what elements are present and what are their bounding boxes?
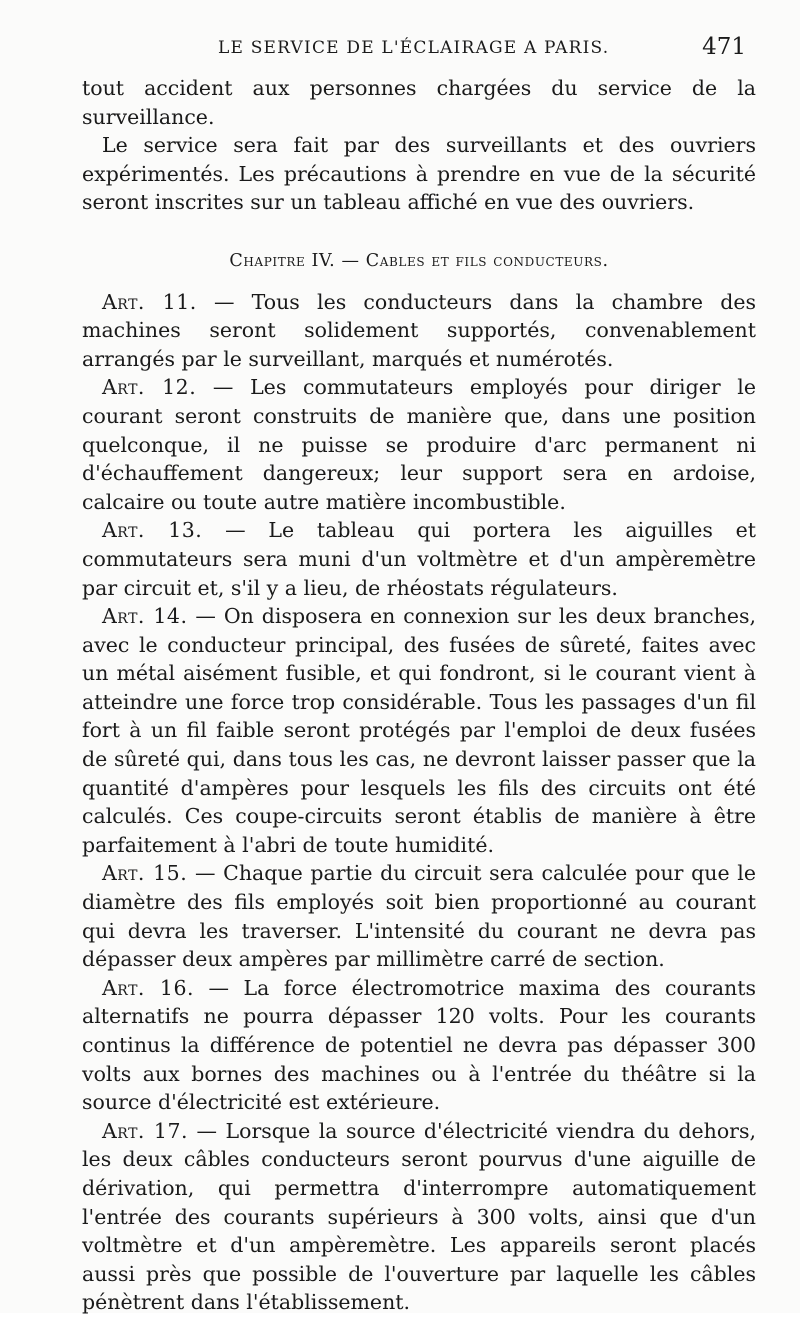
page-body bbox=[82, 74, 756, 1317]
article-label: Art. 13. bbox=[102, 518, 203, 543]
article-13 bbox=[82, 516, 756, 602]
article-text: — Chaque partie du circuit sera calculée pour que le diamètre des fils employés soit bien proportionné au courant qui devra les traverser. L'intensité du courant ne devra pas dépasser deux ampères par millimètre carré de section. bbox=[82, 861, 756, 972]
article-12 bbox=[82, 373, 756, 516]
paragraph-service: Le service sera fait par des surveillants et des ouvriers expérimentés. Les précautions à prendre en vue de la sécurité seront inscrites sur un tableau affiché en vue des ouvriers. bbox=[82, 133, 756, 215]
article-text: — Le tableau qui portera les aiguilles et commutateurs sera muni d'un voltmètre et d'un ampèremètre par circuit et, s'il y a lieu, de rhéostats régulateurs. bbox=[82, 518, 756, 600]
article-text: — On disposera en connexion sur les deux branches, avec le conducteur principal, des fusées de sûreté, faites avec un métal aisément fusible, et qui fondront, si le courant vient à atteindre une force trop considérable. Tous les passages d'un fil fort à un fil faible seront protégés par l'emploi de deux fusées de sûreté qui, dans tous les cas, ne devront laisser passer que la quantité d'ampères pour lesquels les fils des circuits ont été calculés. Ces coupe-circuits seront établis de manière à être parfaitement à l'abri de toute humidité. bbox=[82, 604, 756, 857]
article-15 bbox=[82, 859, 756, 973]
article-label: Art. 17. bbox=[102, 1118, 189, 1143]
article-text: — Tous les conducteurs dans la chambre des machines seront solidement supportés, convenablement arrangés par le surveillant, marqués et numérotés. bbox=[82, 289, 756, 371]
article-label: Art. 11. bbox=[102, 289, 197, 314]
article-11 bbox=[82, 288, 756, 374]
continued-line: tout accident aux personnes chargées du service de la surveillance. bbox=[82, 76, 756, 129]
article-16 bbox=[82, 974, 756, 1117]
running-title: LE SERVICE DE L'ÉCLAIRAGE A PARIS. bbox=[218, 38, 610, 58]
page-header bbox=[82, 34, 756, 74]
article-label: Art. 12. bbox=[102, 375, 197, 400]
article-17 bbox=[82, 1117, 756, 1317]
chapter-heading: Chapitre IV. — Cables et fils conducteurs. bbox=[229, 250, 609, 271]
article-label: Art. 16. bbox=[102, 975, 195, 1000]
article-text: — Les commutateurs employés pour diriger le courant seront construits de manière que, dans une position quelconque, il ne puisse se produire d'arc permanent ni d'échauffement dangereux; leur support sera en ardoise, calcaire ou toute autre matière incombustible. bbox=[82, 375, 756, 514]
article-14 bbox=[82, 602, 756, 859]
article-label: Art. 15. bbox=[102, 861, 188, 886]
article-text: — La force électromotrice maxima des courants alternatifs ne pourra dépasser 120 volts. Pour les courants continus la différence de potentiel ne devra pas dépasser 300 volts aux bornes des machines ou à l'entrée du théâtre si la source d'électricité est extérieure. bbox=[82, 975, 756, 1115]
page-number: 471 bbox=[702, 34, 746, 60]
article-label: Art. 14. bbox=[102, 604, 188, 629]
article-text: — Lorsque la source d'électricité viendra du dehors, les deux câbles conducteurs seront pourvus d'une aiguille de dérivation, qui permettra d'interrompre automatiquement l'entrée des courants supérieurs à 300 volts, ainsi que d'un voltmètre et d'un ampèremètre. Les appareils seront placés aussi près que possible de l'ouverture par laquelle les câbles pénètrent dans l'établissement. bbox=[82, 1118, 757, 1315]
